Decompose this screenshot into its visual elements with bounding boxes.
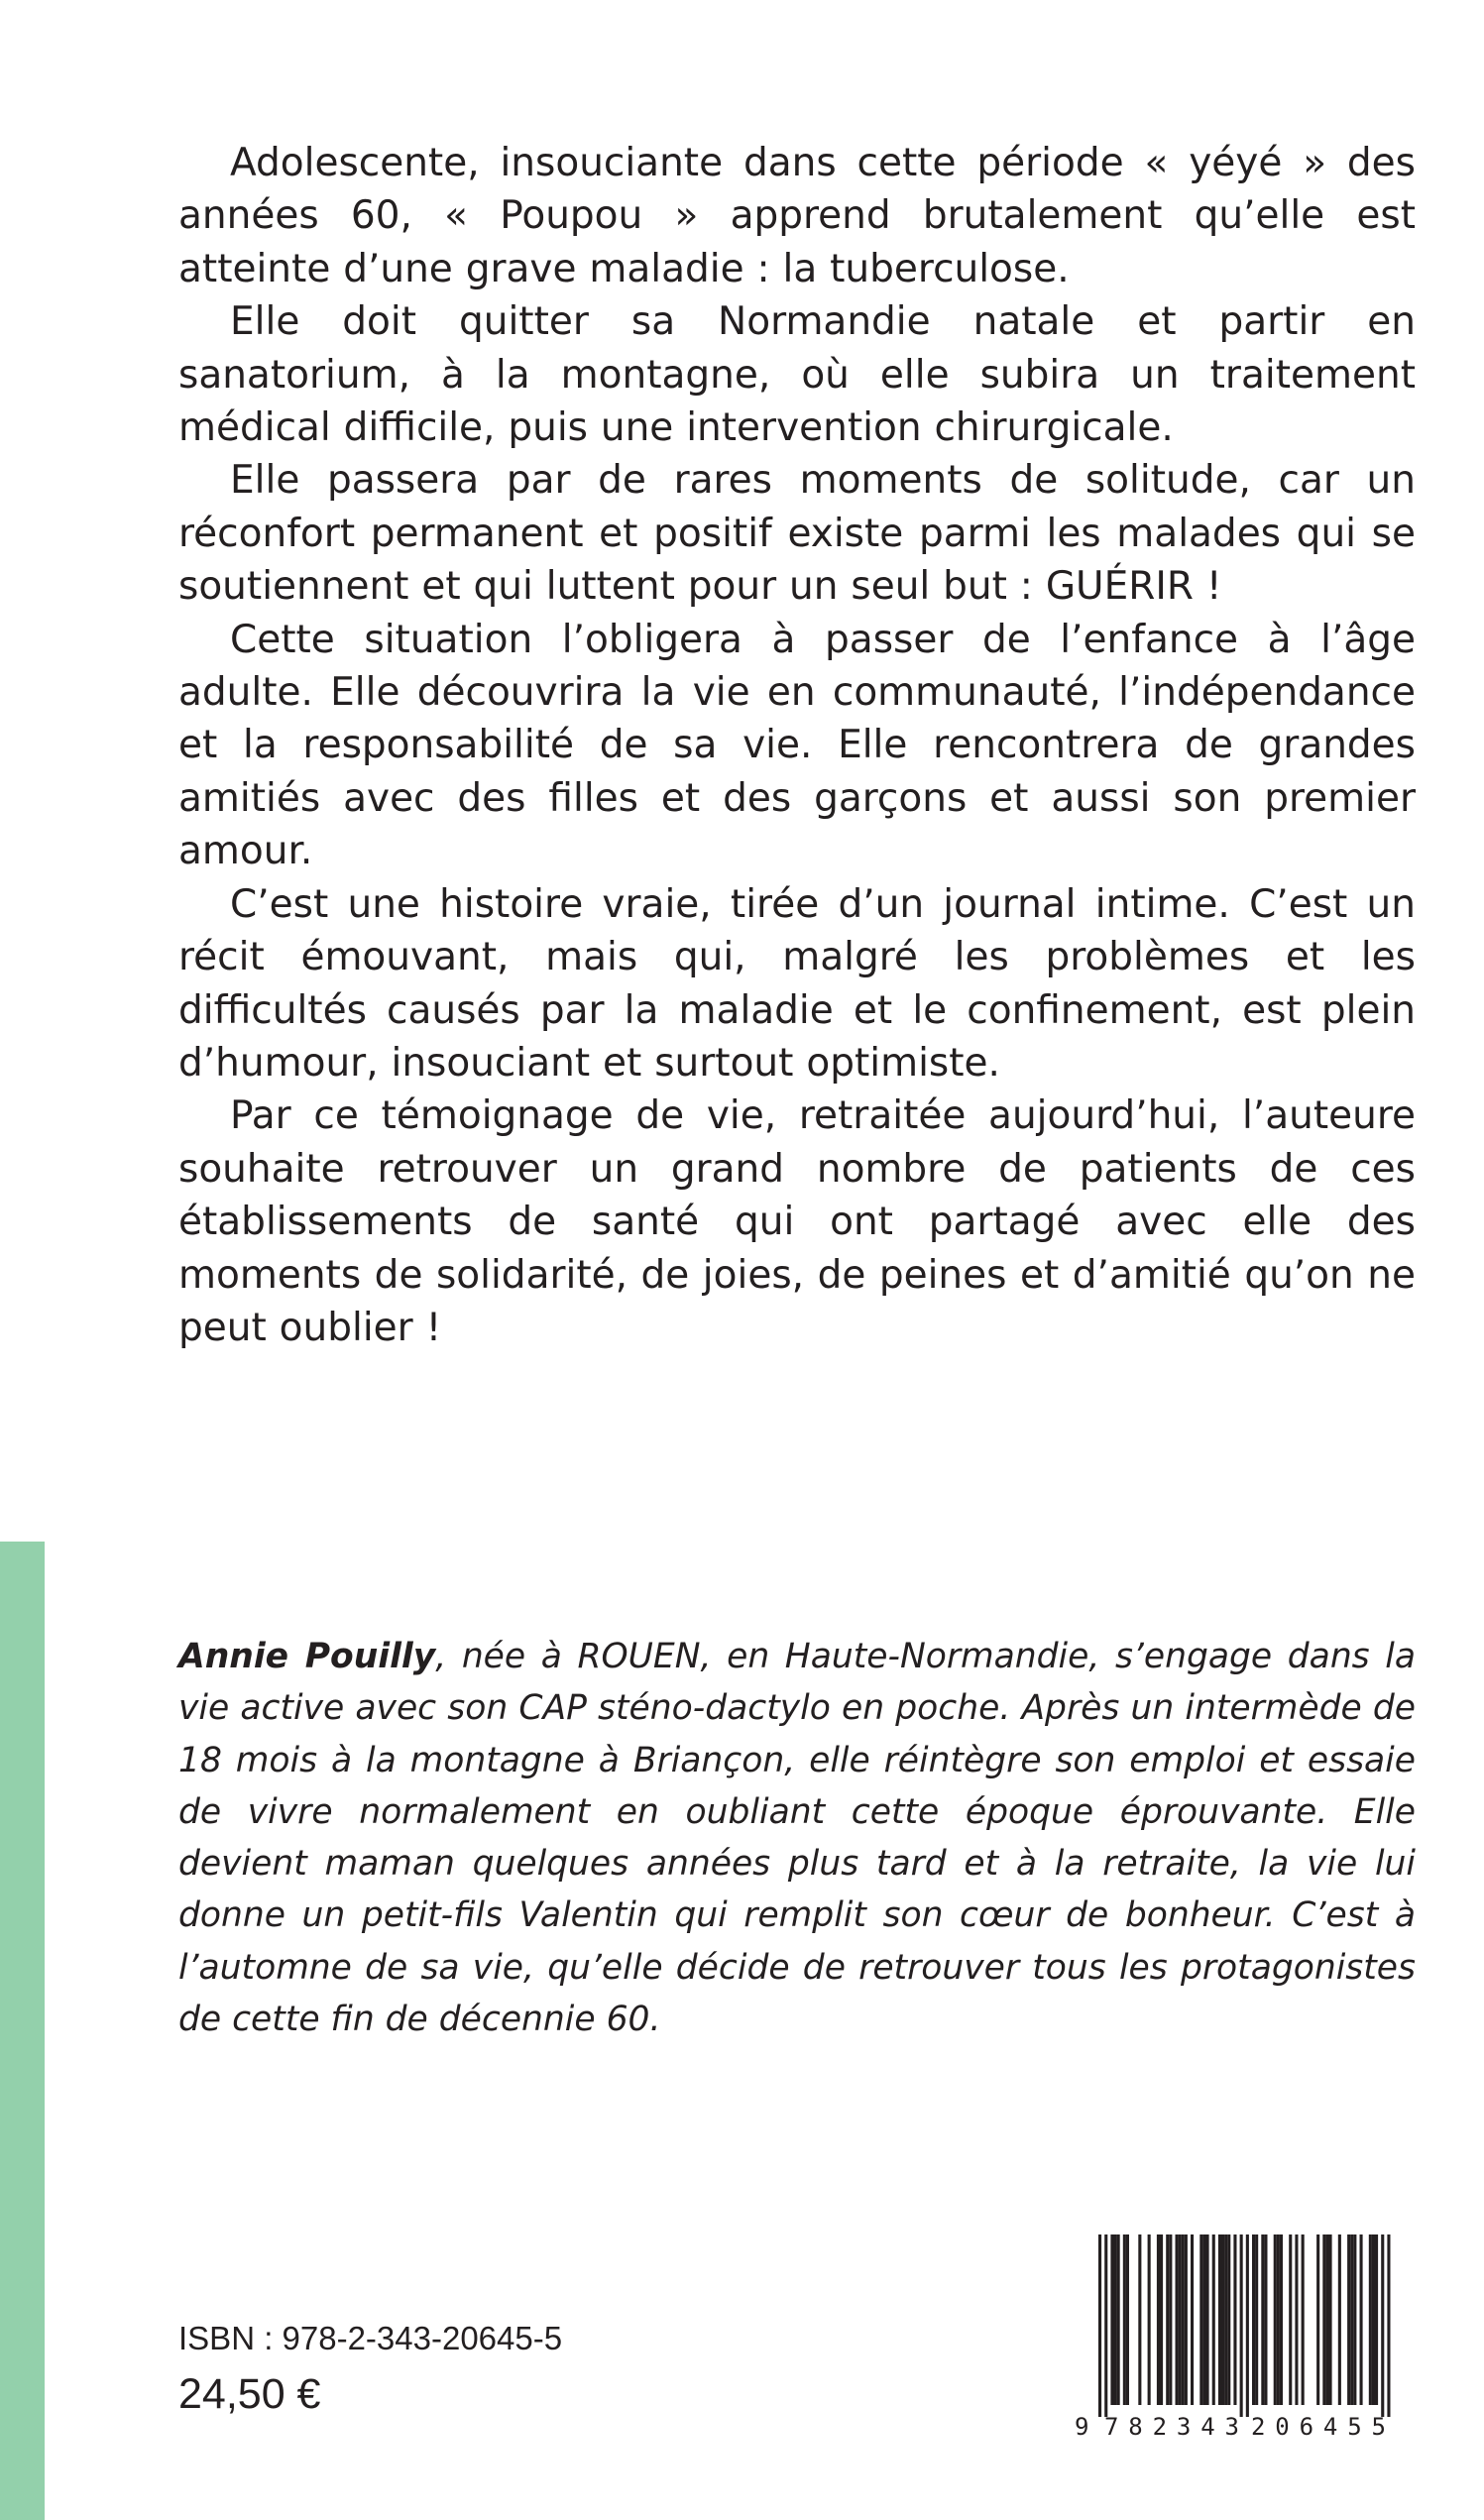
synopsis-paragraph: C’est une histoire vraie, tirée d’un journal intime. C’est un récit émouvant, mais qui, malgré les problèmes et les difficultés causés par la maladie et le confinement, est plein d’humour, insouciant et surtout optimiste.: [178, 881, 1416, 1086]
barcode-bar: [1206, 2234, 1209, 2405]
barcode-bar: [1347, 2234, 1350, 2405]
barcode-bar: [1375, 2234, 1378, 2405]
synopsis-paragraph: Adolescente, insouciante dans cette période « yéyé » des années 60, « Poupou » apprend brutalement qu’elle est atteinte d’une grave maladie : la tuberculose.: [178, 141, 1416, 291]
barcode-bar: [1160, 2234, 1163, 2405]
barcode-bar: [1148, 2234, 1151, 2405]
barcode-bar: [1191, 2234, 1194, 2405]
barcode-bar: [1329, 2234, 1332, 2405]
barcode-bar: [1322, 2234, 1325, 2405]
barcode-bar: [1372, 2234, 1375, 2405]
synopsis: [178, 137, 1416, 1354]
barcode-bar: [1255, 2234, 1258, 2405]
barcode-bar: [1182, 2234, 1185, 2405]
synopsis-paragraph: Cette situation l’obligera à passer de l’enfance à l’âge adulte. Elle découvrira la vie en communauté, l’indépendance et la responsabilité de sa vie. Elle rencontrera de grandes amitiés avec des filles et des garçons et aussi son premier amour.: [178, 617, 1416, 874]
barcode-bar: [1212, 2234, 1215, 2405]
barcode-digits-right: 206455: [1251, 2413, 1386, 2441]
barcode-bar: [1157, 2234, 1160, 2405]
barcode-bar: [1295, 2234, 1298, 2405]
barcode-bar: [1325, 2234, 1328, 2405]
barcode-bar: [1252, 2234, 1255, 2405]
barcode-bar: [1353, 2234, 1356, 2405]
barcode-digits-left: 782343: [1104, 2413, 1239, 2441]
barcode-bar: [1264, 2234, 1267, 2405]
barcode-bar: [1246, 2234, 1249, 2417]
synopsis-paragraph: Elle passera par de rares moments de solitude, car un réconfort permanent et positif existe parmi les malades qui se soutiennent et qui luttent pour un seul but : GUÉRIR !: [178, 458, 1416, 610]
barcode-bar: [1166, 2234, 1169, 2405]
green-side-band: [0, 1542, 45, 2520]
synopsis-paragraph: Elle doit quitter sa Normandie natale et partir en sanatorium, à la montagne, où elle subira un traitement médical difficile, puis une intervention chirurgicale.: [178, 299, 1416, 451]
barcode-bar: [1350, 2234, 1353, 2405]
price: 24,50 €: [178, 2370, 321, 2418]
synopsis-paragraph: Par ce témoignage de vie, retraitée aujourd’hui, l’auteure souhaite retrouver un grand nombre de patients de ces établissements de santé qui ont partagé avec elle des moments de solidarité, de joies, de peines et d’amitié qu’on ne peut oublier !: [178, 1093, 1416, 1350]
barcode-bar: [1227, 2234, 1230, 2405]
barcode-bar: [1277, 2234, 1280, 2405]
barcode-bar: [1387, 2234, 1390, 2417]
barcode-bar: [1123, 2234, 1126, 2405]
barcode-bar: [1110, 2234, 1113, 2405]
barcode-bar: [1218, 2234, 1221, 2405]
barcode-bar: [1176, 2234, 1179, 2405]
barcode-bar: [1179, 2234, 1182, 2405]
barcode-bar: [1114, 2234, 1117, 2405]
barcode-bar: [1381, 2234, 1384, 2417]
barcode-bar: [1126, 2234, 1129, 2405]
barcode-bar: [1261, 2234, 1264, 2405]
barcode-bar: [1289, 2234, 1292, 2405]
barcode-bar: [1369, 2234, 1372, 2405]
barcode: [1071, 2231, 1418, 2441]
barcode-bar: [1316, 2234, 1319, 2405]
barcode-bar: [1169, 2234, 1172, 2405]
barcode-bar: [1338, 2234, 1341, 2405]
barcode-digit-lead: 9: [1075, 2413, 1089, 2441]
author-bio: [178, 1631, 1416, 2045]
barcode-bar: [1280, 2234, 1283, 2405]
barcode-bar: [1360, 2234, 1363, 2405]
barcode-bar: [1199, 2234, 1202, 2405]
author-name: Annie Pouilly: [178, 1637, 436, 1676]
barcode-bar: [1202, 2234, 1205, 2405]
barcode-bar: [1098, 2234, 1101, 2417]
barcode-bar: [1233, 2234, 1236, 2405]
barcode-bar: [1274, 2234, 1277, 2405]
barcode-bar: [1224, 2234, 1227, 2405]
isbn: ISBN : 978-2-343-20645-5: [178, 2320, 563, 2356]
author-bio-text: , née à ROUEN, en Haute-Normandie, s’engage dans la vie active avec son CAP sténo-dactylo en poche. Après un intermède de 18 mois à la montagne à Briançon, elle réintègre son emploi et essaie de vivre normalement en oubliant cette époque éprouvante. Elle devient maman quelques années plus tard et à la retraite, la vie lui donne un petit-fils Valentin qui remplit son cœur de bonheur. C’est à l’automne de sa vie, qu’elle décide de retrouver tous les protagonistes de cette fin de décennie 60.: [178, 1637, 1417, 2040]
barcode-bar: [1138, 2234, 1141, 2405]
barcode-bar: [1104, 2234, 1107, 2417]
barcode-bar: [1185, 2234, 1188, 2405]
barcode-bar: [1117, 2234, 1120, 2405]
barcode-bar: [1221, 2234, 1224, 2405]
barcode-bar: [1302, 2234, 1305, 2405]
barcode-bar: [1240, 2234, 1243, 2417]
